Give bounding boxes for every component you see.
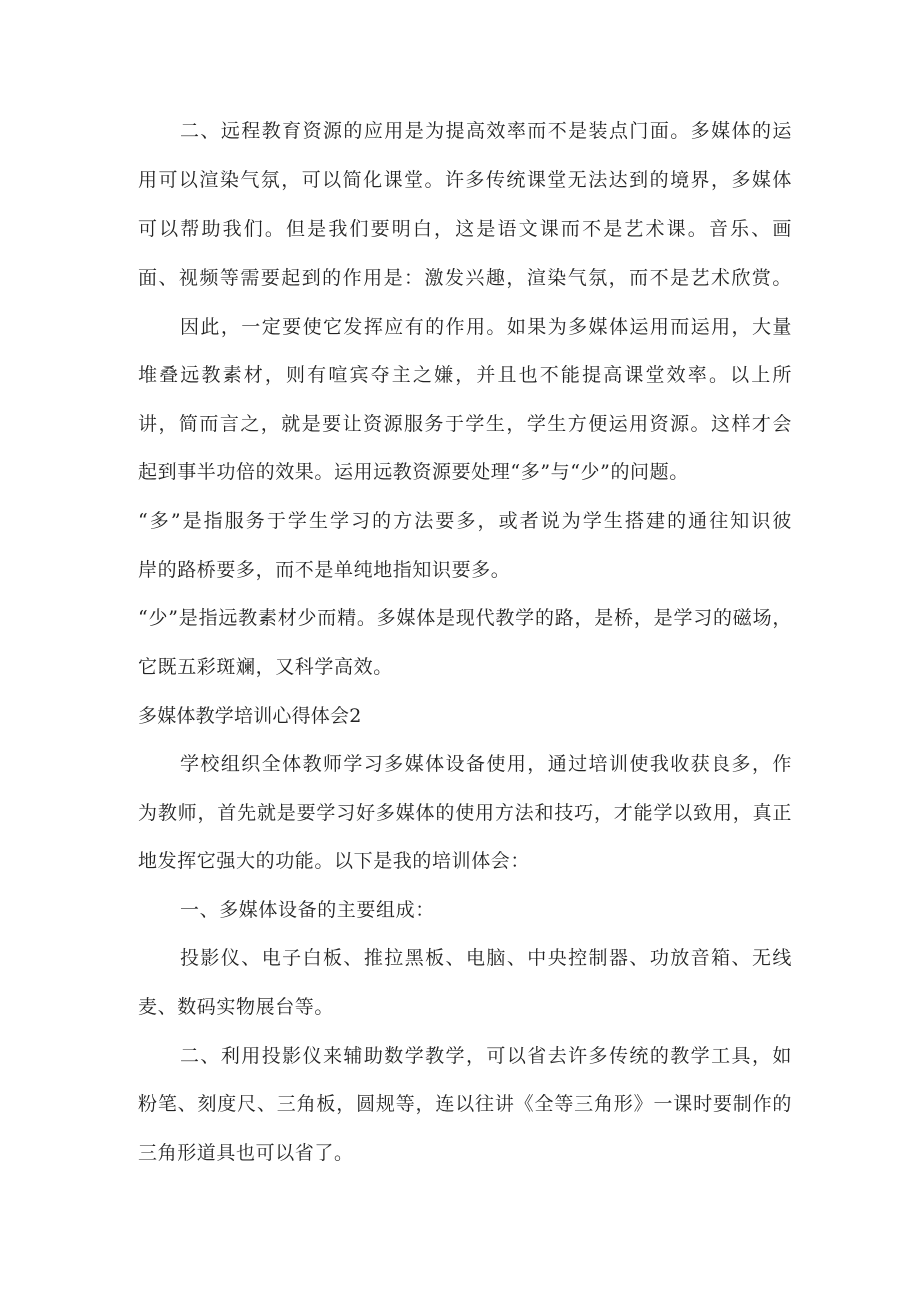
paragraph-line: “多”是指服务于学生学习的方法要多，或者说为学生搭建的通往知识彼 [138,510,792,532]
paragraph-line: 地发挥它强大的功能。以下是我的培训体会： [138,850,531,872]
paragraph-line: 一、多媒体设备的主要组成： [180,899,435,921]
paragraph-line: 因此，一定要使它发挥应有的作用。如果为多媒体运用而运用，大量 [180,316,792,338]
paragraph-line: “少”是指远教素材少而精。多媒体是现代教学的路，是桥，是学习的磁场， [138,607,792,629]
paragraph-line: 可以帮助我们。但是我们要明白，这是语文课而不是艺术课。音乐、画 [138,218,792,240]
paragraph-line: 堆叠远教素材，则有喧宾夺主之嫌，并且也不能提高课堂效率。以上所 [138,364,792,386]
paragraph-line: 投影仪、电子白板、推拉黑板、电脑、中央控制器、功放音箱、无线 [180,947,792,969]
paragraph-line: 学校组织全体教师学习多媒体设备使用，通过培训使我收获良多，作 [180,753,792,775]
paragraph-line: 麦、数码实物展台等。 [138,996,335,1018]
paragraph-line: 二、利用投影仪来辅助数学教学，可以省去许多传统的教学工具，如 [180,1045,792,1067]
paragraph-line: 三角形道具也可以省了。 [138,1142,354,1164]
paragraph-line: 讲，简而言之，就是要让资源服务于学生，学生方便运用资源。这样才会 [138,413,792,435]
paragraph-line: 岸的路桥要多，而不是单纯地指知识要多。 [138,559,511,581]
paragraph-line: 起到事半功倍的效果。运用远教资源要处理“多”与“少”的问题。 [138,461,689,483]
paragraph-line: 粉笔、刻度尺、三角板，圆规等，连以往讲《全等三角形》一课时要制作的 [138,1093,792,1115]
paragraph-line: 用可以渲染气氛，可以简化课堂。许多传统课堂无法达到的境界，多媒体 [138,169,792,191]
paragraph-line: 二、远程教育资源的应用是为提高效率而不是装点门面。多媒体的运 [180,120,792,142]
paragraph-line: 为教师，首先就是要学习好多媒体的使用方法和技巧，才能学以致用，真正 [138,802,792,824]
paragraph-line: 它既五彩斑斓，又科学高效。 [138,656,393,678]
paragraph-line: 面、视频等需要起到的作用是：激发兴趣，渲染气氛，而不是艺术欣赏。 [138,267,792,289]
section-title: 多媒体教学培训心得体会2 [138,705,362,727]
